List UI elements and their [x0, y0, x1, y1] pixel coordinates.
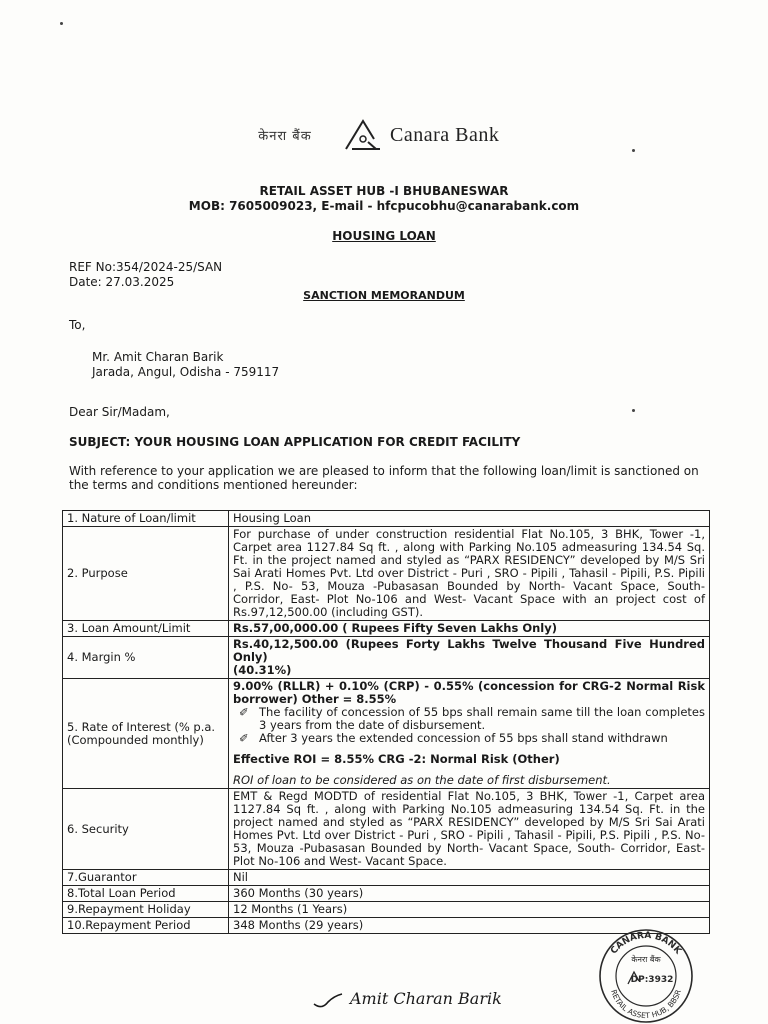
addressee-address: Jarada, Angul, Odisha - 759117: [92, 365, 280, 379]
term-value: EMT & Regd MODTD of residential Flat No.105, 3 BHK, Tower -1, Carpet area 1127.84 Sq ft. , along with Parking No.105 admeasuring 134.54 Sq. Ft. in the project named and styled as “PARX RESIDENCY” developed by M/S Sri Sai Arati Homes Pvt. Ltd over District - Puri , SRO - Pipili , Tahasil - Pipili, P.S. Pipili , P.S. No- 53, Mouza -Pubasasan Bounded by North- Vacant Space, South- Corridor, East- Plot No-106 and West- Vacant Space.: [229, 789, 710, 870]
roi-formula: 9.00% (RLLR) + 0.10% (CRP) - 0.55% (concession for CRG-2 Normal Risk borrower) Other = 8.55%: [233, 679, 705, 706]
memo-title: SANCTION MEMORANDUM: [303, 289, 465, 302]
term-label: 3. Loan Amount/Limit: [63, 621, 229, 637]
intro-paragraph: With reference to your application we are pleased to inform that the following loan/limit is sanctioned on the terms and conditions mentioned hereunder:: [69, 464, 699, 492]
scan-speck: [632, 149, 635, 152]
term-label: 9.Repayment Holiday: [63, 902, 229, 918]
term-value: 348 Months (29 years): [229, 918, 710, 934]
salutation: Dear Sir/Madam,: [69, 405, 170, 419]
stamp-hub-name: RETAIL ASSET HUB, BBSR: [609, 988, 683, 1021]
term-label: 1. Nature of Loan/limit: [63, 511, 229, 527]
table-row: [63, 789, 710, 870]
loan-type-heading: HOUSING LOAN: [332, 229, 436, 243]
table-row: [63, 621, 710, 637]
term-label: 2. Purpose: [63, 527, 229, 621]
stamp-bank-name: CANARA BANK: [609, 930, 683, 957]
term-label: 6. Security: [63, 789, 229, 870]
logo-hindi-text: केनरा बैंक: [258, 129, 312, 144]
svg-text:RETAIL ASSET HUB, BBSR: [609, 988, 683, 1020]
table-row: [63, 527, 710, 621]
reference-block: [69, 260, 222, 290]
bank-logo: [230, 118, 550, 152]
list-item: [233, 732, 705, 745]
roi-effective: Effective ROI = 8.55% CRG -2: Normal Risk (Other): [233, 752, 560, 766]
to-line: To,: [69, 318, 86, 332]
canara-logo-icon: [340, 118, 386, 152]
addressee-name: Mr. Amit Charan Barik: [92, 350, 224, 364]
list-item: [233, 706, 705, 732]
margin-percent: (40.31%): [233, 663, 292, 677]
office-contact: MOB: 7605009023, E-mail - hfcpucobhu@canarabank.com: [188, 199, 580, 213]
signature-text: Amit Charan Barik: [350, 989, 502, 1008]
term-label: 8.Total Loan Period: [63, 886, 229, 902]
term-label: 7.Guarantor: [63, 870, 229, 886]
roi-bullet-2: After 3 years the extended concession of 55 bps shall stand withdrawn: [259, 731, 668, 745]
table-row: [63, 886, 710, 902]
term-value: [229, 679, 710, 789]
tick-icon: ✐: [239, 705, 249, 719]
term-value: 360 Months (30 years): [229, 886, 710, 902]
term-label: 10.Repayment Period: [63, 918, 229, 934]
term-value: Nil: [229, 870, 710, 886]
logo-bank-name: Canara Bank: [390, 123, 500, 146]
stamp-code: DP:3932: [630, 975, 674, 985]
addressee-block: [92, 350, 279, 380]
svg-text:CANARA BANK: [609, 931, 683, 957]
term-label: 4. Margin %: [63, 637, 229, 679]
table-row: [63, 637, 710, 679]
table-row: [63, 870, 710, 886]
term-value: 12 Months (1 Years): [229, 902, 710, 918]
tick-icon: ✐: [239, 731, 249, 745]
table-row: [63, 679, 710, 789]
term-label: 5. Rate of Interest (% p.a. (Compounded monthly): [63, 679, 229, 789]
ref-number: REF No:354/2024-25/SAN: [69, 260, 223, 274]
term-value: [229, 637, 710, 679]
table-row: [63, 511, 710, 527]
scan-speck: [60, 22, 63, 25]
term-value: Housing Loan: [229, 511, 710, 527]
stamp-hindi-text: केनरा बैंक: [631, 955, 661, 964]
table-row: [63, 902, 710, 918]
scan-speck: [632, 409, 635, 412]
roi-note: ROI of loan to be considered as on the date of first disbursement.: [233, 773, 611, 787]
signature: [312, 982, 572, 1018]
terms-table: [62, 510, 710, 934]
office-name: RETAIL ASSET HUB -I BHUBANESWAR: [259, 184, 509, 198]
ref-date: Date: 27.03.2025: [69, 275, 175, 289]
term-value: Rs.57,00,000.00 ( Rupees Fifty Seven Lakhs Only): [229, 621, 710, 637]
roi-bullet-1: The facility of concession of 55 bps shall remain same till the loan completes 3 years from the date of disbursement.: [259, 705, 705, 732]
bank-seal-stamp: [594, 926, 698, 1024]
term-value: For purchase of under construction residential Flat No.105, 3 BHK, Tower -1, Carpet area 1127.84 Sq ft. , along with Parking No.105 admeasuring 134.54 Sq. Ft. in the project named and styled as “PARX RESIDENCY” developed by M/S Sri Sai Arati Homes Pvt. Ltd over District - Puri , SRO - Pipili , Tahasil - Pipili, P.S. Pipili , P.S. No- 53, Mouza -Pubasasan Bounded by North- Vacant Space, South- Corridor, East- Plot No-106 and West- Vacant Space with an project cost of Rs.97,12,500.00 (including GST).: [229, 527, 710, 621]
margin-amount: Rs.40,12,500.00 (Rupees Forty Lakhs Twelve Thousand Five Hundred Only): [233, 637, 705, 664]
subject-line: SUBJECT: YOUR HOUSING LOAN APPLICATION FOR CREDIT FACILITY: [69, 435, 521, 449]
